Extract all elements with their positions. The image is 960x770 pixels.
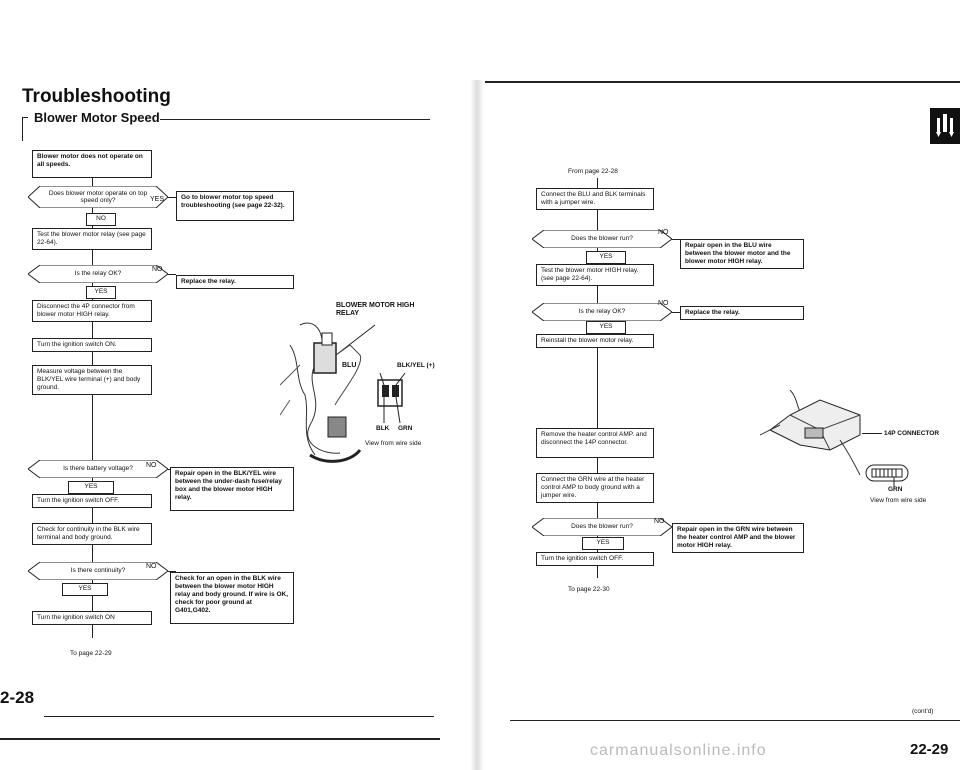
step-ignition-off: Turn the ignition switch OFF.	[32, 494, 152, 508]
diagram-label-connector: 14P CONNECTOR	[884, 430, 940, 437]
section-subtitle: Blower Motor Speed	[34, 110, 160, 125]
footer-rule	[510, 720, 960, 721]
step-test-relay: Test the blower motor relay (see page 22-64).	[32, 228, 152, 250]
no-label: NO	[654, 518, 665, 525]
step-jumper-grn: Connect the GRN wire at the heater control AMP to body ground with a jumper wire.	[536, 473, 654, 503]
diagram-label-view: View from wire side	[365, 440, 422, 447]
decision-top-speed	[28, 186, 168, 208]
decision-blower-run-1-text: Does the blower run?	[571, 235, 633, 243]
to-page: To page 22-30	[568, 586, 610, 593]
yes-line	[168, 197, 176, 198]
footer-rule	[44, 716, 434, 717]
diagram-label-blu: BLU	[342, 362, 357, 369]
step-ignition-on-2: Turn the ignition switch ON	[32, 611, 152, 625]
decision-blower-run-2	[532, 518, 672, 536]
action-replace-relay: Replace the relay.	[176, 275, 294, 289]
page-gutter	[470, 80, 484, 770]
decision-blower-run-2-text: Does the blower run?	[571, 523, 633, 531]
page-number: 2-28	[0, 688, 35, 707]
step-test-high-relay: Test the blower motor HIGH relay. (see page 22-64).	[536, 264, 654, 286]
decision-relay-ok	[532, 303, 672, 321]
no-label: NO	[152, 266, 163, 273]
decision-top-speed-text: Does blower motor operate on top speed only?	[48, 189, 148, 204]
action-check-blk: Check for an open in the BLK wire between the blower motor HIGH relay and body ground. If wire is OK, check for poor ground at G401,G402.	[170, 572, 294, 624]
page-title: Troubleshooting	[22, 86, 171, 107]
yes-label: YES	[150, 196, 165, 203]
connector-diagram-drawing	[760, 380, 870, 490]
diagram-label-blkyel: BLK/YEL (+)	[397, 362, 435, 369]
action-replace-relay: Replace the relay.	[680, 306, 804, 320]
no-label: NO	[146, 462, 157, 469]
yes-label: YES	[62, 583, 108, 596]
step-ignition-off: Turn the ignition switch OFF.	[536, 552, 654, 566]
step-reinstall-relay: Reinstall the blower motor relay.	[536, 334, 654, 348]
diagram-label-view: View from wire side	[870, 497, 927, 504]
section-tab-icon	[930, 108, 960, 144]
decision-relay-ok-text: Is the relay OK?	[578, 308, 626, 316]
step-disconnect-4p: Disconnect the 4P connector from blower motor HIGH relay.	[32, 300, 152, 322]
no-label: NO	[658, 300, 669, 307]
watermark: carmanualsonline.info	[590, 742, 767, 759]
step-ignition-on: Turn the ignition switch ON.	[32, 338, 152, 352]
action-top-speed: Go to blower motor top speed troubleshooting (see page 22-32).	[176, 191, 294, 221]
no-label: NO	[658, 229, 669, 236]
decision-relay-ok-text: Is the relay OK?	[74, 270, 122, 278]
yes-label: YES	[586, 321, 626, 334]
no-line	[672, 239, 680, 240]
step-remove-amp: Remove the heater control AMP. and disconnect the 14P connector.	[536, 428, 654, 458]
action-repair-blu: Repair open in the BLU wire between the blower motor and the blower motor HIGH relay.	[680, 239, 804, 269]
yes-label: YES	[86, 286, 116, 299]
decision-battery-voltage-text: Is there battery voltage?	[63, 465, 133, 473]
continued-label: (cont'd)	[912, 708, 934, 715]
diagram-label-grn: GRN	[888, 486, 903, 493]
to-page: To page 22-29	[70, 650, 112, 657]
from-page: From page 22-28	[568, 168, 618, 175]
action-repair-grn: Repair open in the GRN wire between the heater control AMP and the blower motor HIGH relay.	[672, 523, 804, 553]
diagram-label-blk: BLK	[376, 425, 390, 432]
decision-continuity-text: Is there continuity?	[70, 567, 126, 575]
step-measure-voltage: Measure voltage between the BLK/YEL wire terminal (+) and body ground.	[32, 365, 152, 395]
connector-leader	[862, 433, 882, 434]
step-jumper-blu-blk: Connect the BLU and BLK terminals with a jumper wire.	[536, 188, 654, 210]
yes-label: YES	[586, 251, 626, 264]
no-label: NO	[86, 213, 116, 226]
header-rule	[485, 81, 960, 83]
diagram-label-grn: GRN	[398, 425, 413, 432]
decision-relay-ok	[28, 265, 168, 283]
footer-rule-bottom	[0, 738, 440, 740]
connector-face-icon	[864, 462, 910, 488]
diagram-label-relay: BLOWER MOTOR HIGH RELAY	[336, 302, 415, 317]
action-repair-blkyel: Repair open in the BLK/YEL wire between the under-dash fuse/relay box and the blower motor HIGH relay.	[170, 467, 294, 511]
subtitle-rule-vert	[22, 117, 23, 141]
step-check-continuity: Check for continuity in the BLK wire terminal and body ground.	[32, 523, 152, 545]
subtitle-rule-right	[160, 119, 430, 120]
yes-label: YES	[582, 537, 624, 550]
decision-blower-run-1	[532, 230, 672, 248]
page-number: 22-29	[910, 741, 949, 758]
yes-label: YES	[68, 481, 114, 494]
no-label: NO	[146, 563, 157, 570]
no-line	[672, 312, 680, 313]
start-box: Blower motor does not operate on all speeds.	[32, 150, 152, 178]
no-line	[168, 274, 176, 275]
